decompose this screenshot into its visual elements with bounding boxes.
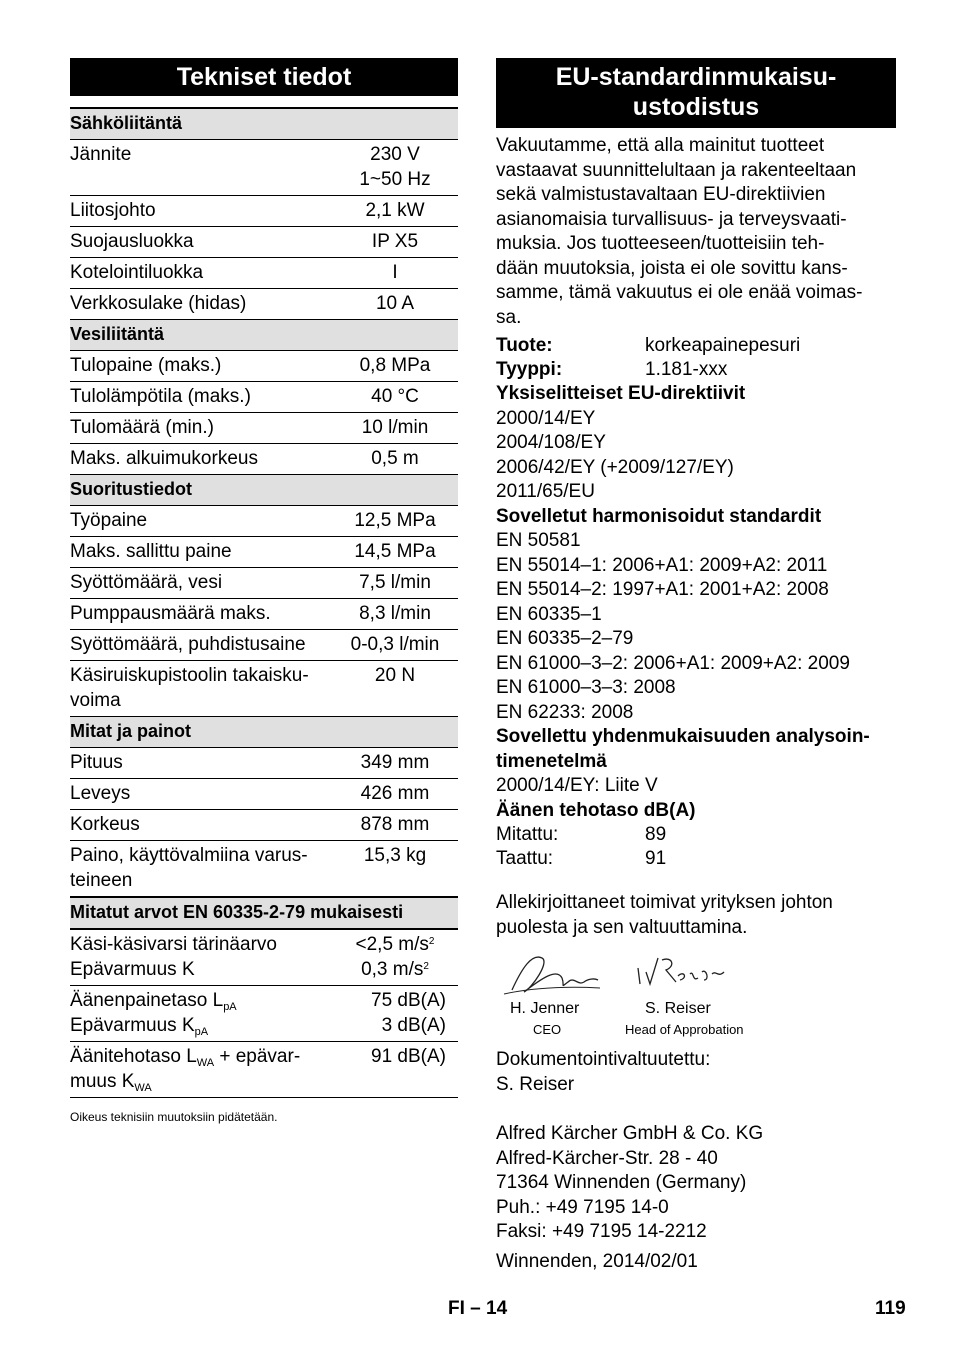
directives-list xyxy=(496,407,896,505)
eu-declaration-column xyxy=(496,58,896,1274)
spec-row xyxy=(70,289,458,320)
standards-heading: Sovelletut harmonisoidut standardit xyxy=(496,505,822,527)
spec-label: Tulomäärä (min.) xyxy=(70,413,332,444)
spec-label: Työpaine xyxy=(70,506,332,537)
eu-title-line-1: EU-standardinmukaisu- xyxy=(555,63,837,91)
spec-label: Korkeus xyxy=(70,810,332,841)
spec-row xyxy=(70,661,458,717)
product-value: korkeapainepesuri xyxy=(645,335,801,356)
spec-label: Syöttömäärä, vesi xyxy=(70,568,332,599)
subscript: WA xyxy=(134,1082,152,1094)
spec-row xyxy=(70,599,458,630)
sound-pressure-uncertainty-value: 3 dB(A) xyxy=(381,1015,446,1036)
section-heading: Vesiliitäntä xyxy=(70,320,458,351)
type-row xyxy=(496,358,896,382)
section-heading: Suoritustiedot xyxy=(70,475,458,506)
sound-power-value: 91 dB(A) xyxy=(332,1042,458,1098)
footer-language-page: FI – 14 xyxy=(448,1298,508,1319)
technical-data-table xyxy=(70,107,458,1098)
vibration-uncertainty-value: 0,3 m/s xyxy=(361,959,424,980)
vibration-value: <2,5 m/s xyxy=(355,934,429,955)
guaranteed-label: Taattu: xyxy=(496,848,554,869)
spec-row xyxy=(70,568,458,599)
directive-item: 2011/65/EU xyxy=(496,481,595,502)
spec-value: I xyxy=(332,258,458,289)
spec-row xyxy=(70,413,458,444)
documentation-authority: Dokumentointivaltuutettu: S. Reiser xyxy=(496,1049,711,1095)
spec-row xyxy=(70,537,458,568)
spec-label: Liitosjohto xyxy=(70,196,332,227)
spec-label: Kotelointiluokka xyxy=(70,258,332,289)
company-address: Alfred Kärcher GmbH & Co. KG Alfred-Kärcher-Str. 28 - 40 71364 Winnenden (Germany) Puh.: +49 7195 14-0 Faksi: +49 7195 14-2212 xyxy=(496,1123,764,1242)
spec-value: 0,8 MPa xyxy=(332,351,458,382)
section-heading: Sähköliitäntä xyxy=(70,108,458,140)
spec-label: Maks. alkuimukorkeus xyxy=(70,444,332,475)
spec-label: Verkkosulake (hidas) xyxy=(70,289,332,320)
signers-statement: Allekirjoittaneet toimivat yrityksen johton puolesta ja sen valtuuttamina. xyxy=(496,892,833,938)
standard-item: EN 62233: 2008 xyxy=(496,701,634,723)
subscript: WA xyxy=(196,1057,215,1069)
type-value: 1.181-xxx xyxy=(645,359,728,380)
spec-row xyxy=(70,810,458,841)
signer2-role: Head of Approbation xyxy=(625,1022,744,1037)
measured-row xyxy=(496,823,896,847)
signature-area xyxy=(496,948,896,1038)
spec-row xyxy=(70,506,458,537)
unit-superscript: 2 xyxy=(423,961,429,972)
spec-row xyxy=(70,444,458,475)
uncertainty-label: Epävarmuus K xyxy=(70,959,195,980)
signer1-role: CEO xyxy=(533,1022,562,1037)
signature-reiser xyxy=(632,948,732,998)
footer-page-number: 119 xyxy=(875,1298,906,1319)
spec-value: 8,3 l/min xyxy=(332,599,458,630)
spec-value: 10 l/min xyxy=(332,413,458,444)
spec-label: Jännite xyxy=(70,140,332,196)
product-label: Tuote: xyxy=(496,335,553,356)
spec-value: 230 V 1~50 Hz xyxy=(332,140,458,196)
directive-item: 2006/42/EY (+2009/127/EY) xyxy=(496,456,734,478)
spec-value: 40 °C xyxy=(332,382,458,413)
spec-value: 10 A xyxy=(332,289,458,320)
guaranteed-value: 91 xyxy=(645,848,667,869)
sound-power-uncertainty-label: muus K xyxy=(70,1071,135,1092)
spec-label: Syöttömäärä, puhdistusaine xyxy=(70,630,332,661)
unit-superscript: 2 xyxy=(428,936,435,947)
measured-label: Mitattu: xyxy=(496,824,559,845)
standards-list xyxy=(496,529,896,725)
spec-row xyxy=(70,258,458,289)
spec-value: 14,5 MPa xyxy=(332,537,458,568)
spec-label: Pituus xyxy=(70,748,332,779)
spec-value: 349 mm xyxy=(332,748,458,779)
standard-item: EN 60335–1 xyxy=(496,603,602,625)
section-heading: Mitat ja painot xyxy=(70,717,458,748)
spec-label: Tulolämpötila (maks.) xyxy=(70,382,332,413)
spec-row xyxy=(70,351,458,382)
spec-value: 7,5 l/min xyxy=(332,568,458,599)
spec-label: Tulopaine (maks.) xyxy=(70,351,332,382)
directive-item: 2000/14/EY xyxy=(496,407,596,429)
spec-row-sound-pressure xyxy=(70,986,458,1042)
spec-label: Paino, käyttövalmiina varus- teineen xyxy=(70,841,332,898)
directive-item: 2004/108/EY xyxy=(496,432,606,453)
eu-title-line-2: ustodistus xyxy=(632,93,760,121)
spec-value: 12,5 MPa xyxy=(332,506,458,537)
declaration-intro: Vakuutamme, että alla mainitut tuotteet vastaavat suunnittelultaan ja rakenteeltaan sekä valmistustavaltaan EU-direktiivien asianomaisia turvallisuus- ja terveysvaati- muksia. Jos tuotteeseen/tuotteisiin teh- dään muutoksia, joista ei ole sovittu kans- samme, tämä vakuutus ei ole enää voimas- sa. xyxy=(496,135,863,328)
standard-item: EN 55014–2: 1997+A1: 2001+A2: 2008 xyxy=(496,579,829,600)
subscript: pA xyxy=(194,1026,209,1038)
measured-values-section xyxy=(70,897,458,1098)
technical-data-column xyxy=(70,58,458,1124)
spec-row xyxy=(70,227,458,258)
spec-value: 20 N xyxy=(332,661,458,717)
declaration-date: Winnenden, 2014/02/01 xyxy=(496,1250,698,1272)
directives-heading: Yksiselitteiset EU-direktiivit xyxy=(496,383,746,404)
spec-label: Maks. sallittu paine xyxy=(70,537,332,568)
spec-value: 0-0,3 l/min xyxy=(332,630,458,661)
spec-row xyxy=(70,140,458,196)
spec-value: 0,5 m xyxy=(332,444,458,475)
spec-label: Suojausluokka xyxy=(70,227,332,258)
standard-item: EN 61000–3–3: 2008 xyxy=(496,677,676,698)
spec-row-sound-power xyxy=(70,1042,458,1098)
spec-value: 15,3 kg xyxy=(332,841,458,898)
spec-value: 878 mm xyxy=(332,810,458,841)
spec-value: 2,1 kW xyxy=(332,196,458,227)
spec-value: IP X5 xyxy=(332,227,458,258)
standard-item: EN 50581 xyxy=(496,530,581,551)
spec-label: Pumppausmäärä maks. xyxy=(70,599,332,630)
sound-pressure-uncertainty-label: Epävarmuus K xyxy=(70,1015,195,1036)
sound-level-heading: Äänen tehotaso dB(A) xyxy=(496,799,696,821)
spec-label: Käsiruiskupistoolin takaisku- voima xyxy=(70,661,332,717)
spec-row xyxy=(70,382,458,413)
eu-declaration-title xyxy=(496,58,896,128)
spec-row-vibration xyxy=(70,929,458,986)
section-heading-measured: Mitatut arvot EN 60335-2-79 mukaisesti xyxy=(70,897,458,929)
vibration-label: Käsi-käsivarsi tärinäarvo xyxy=(70,934,277,955)
measured-value: 89 xyxy=(645,824,667,845)
standard-item: EN 61000–3–2: 2006+A1: 2009+A2: 2009 xyxy=(496,652,850,674)
subscript: pA xyxy=(223,1001,237,1013)
sound-pressure-label: Äänenpainetaso L xyxy=(70,990,224,1011)
method-heading: Sovellettu yhdenmukaisuuden analysoin- timenetelmä xyxy=(496,726,870,772)
technical-data-title: Tekniset tiedot xyxy=(70,58,458,96)
type-label: Tyyppi: xyxy=(496,359,563,380)
sound-pressure-value: 75 dB(A) xyxy=(371,990,446,1011)
guaranteed-row xyxy=(496,847,896,871)
sound-power-label: Äänitehotaso L xyxy=(70,1046,197,1067)
spec-row xyxy=(70,748,458,779)
signer2-name: S. Reiser xyxy=(645,1000,711,1017)
spec-row xyxy=(70,841,458,898)
spec-value: 426 mm xyxy=(332,779,458,810)
spec-row xyxy=(70,630,458,661)
method-value: 2000/14/EY: Liite V xyxy=(496,775,658,796)
spec-row xyxy=(70,779,458,810)
technical-changes-note: Oikeus teknisiin muutoksiin pidätetään. xyxy=(70,1110,278,1124)
standard-item: EN 55014–1: 2006+A1: 2009+A2: 2011 xyxy=(496,554,828,576)
product-row xyxy=(496,334,896,358)
sound-power-label-cont: + epävar- xyxy=(214,1046,301,1067)
spec-row xyxy=(70,196,458,227)
standard-item: EN 60335–2–79 xyxy=(496,628,634,649)
spec-label: Leveys xyxy=(70,779,332,810)
signature-jenner xyxy=(502,948,602,998)
signer1-name: H. Jenner xyxy=(510,1000,580,1017)
